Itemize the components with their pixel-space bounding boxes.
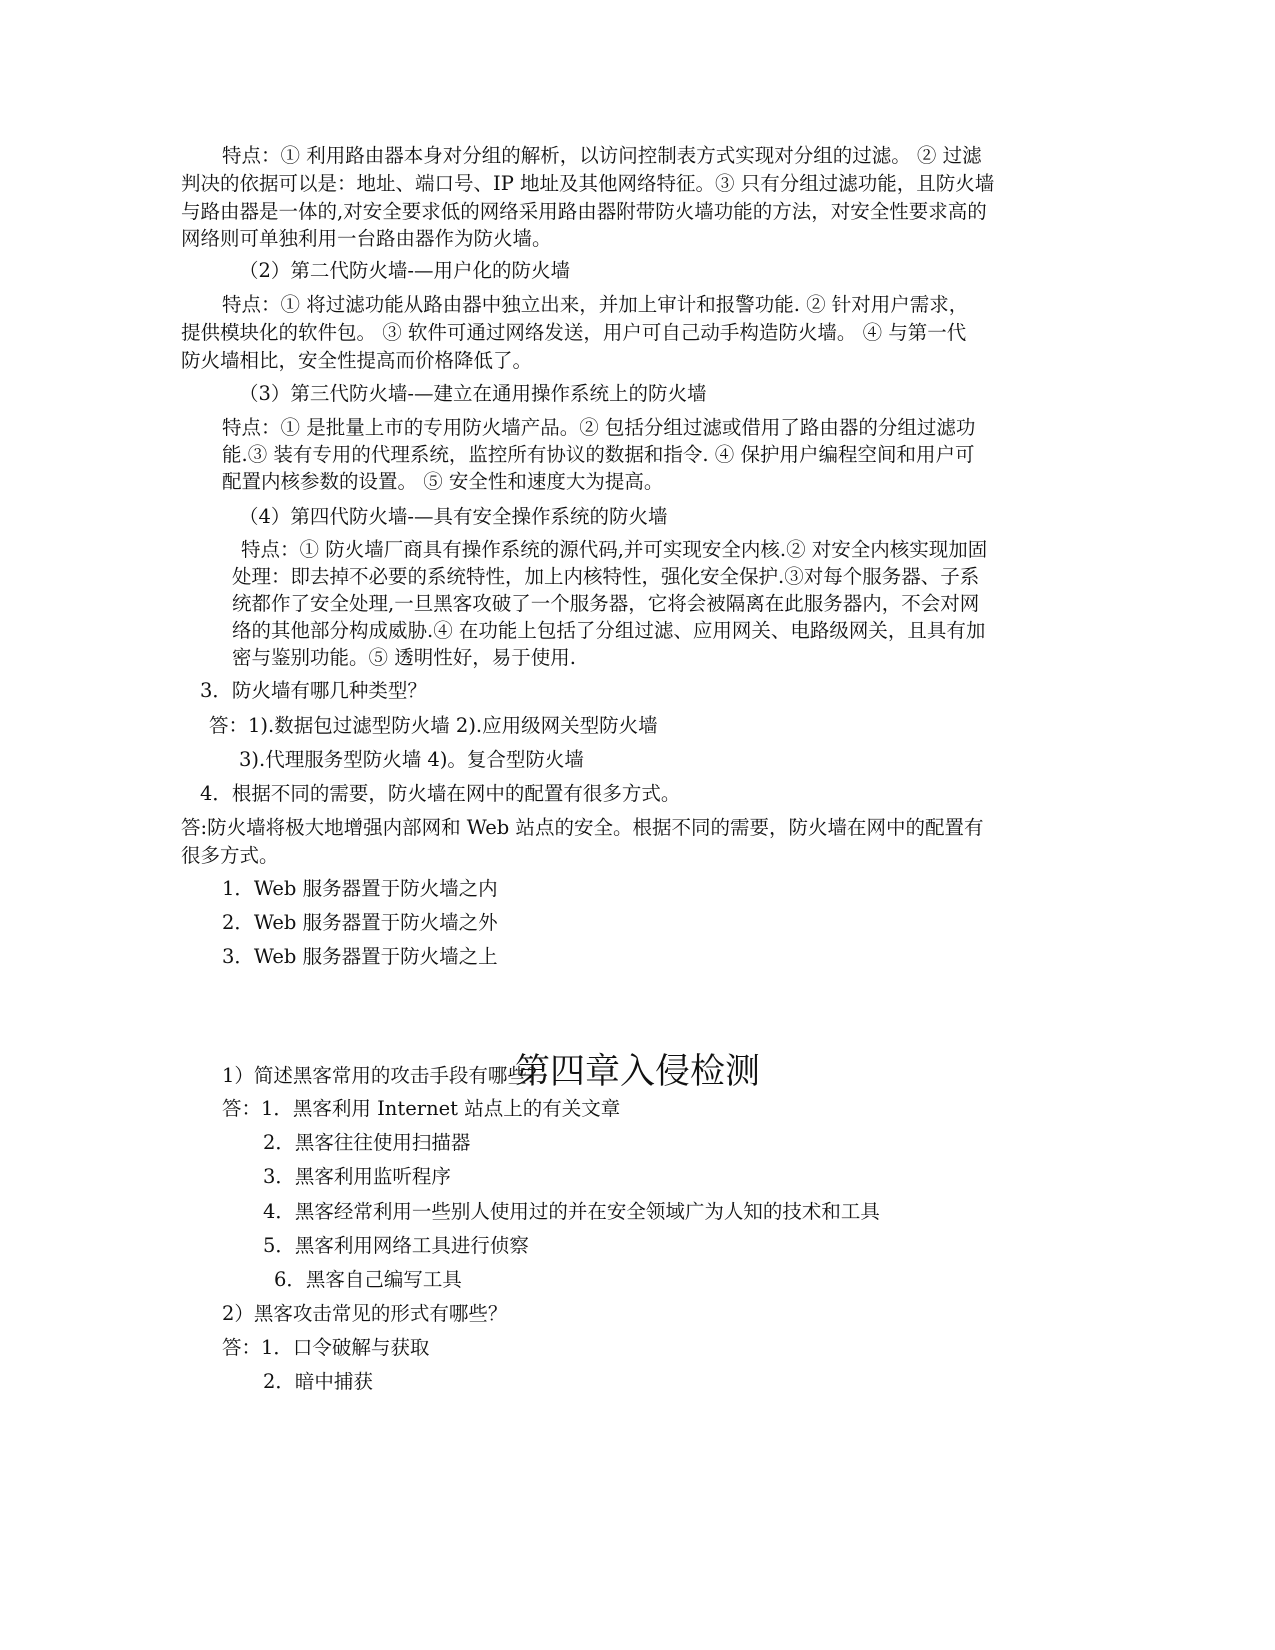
gen2-features-line-1: 特点：① 将过滤功能从路由器中独立出来，并加上审计和报警功能. ② 针对用户需求，	[222, 293, 969, 316]
gen4-heading: （4）第四代防火墙-—具有安全操作系统的防火墙	[239, 505, 668, 528]
q4-item-1: 1．Web 服务器置于防火墙之内	[222, 877, 498, 900]
ch4-q2-question: 2）黑客攻击常见的形式有哪些？	[222, 1302, 508, 1325]
q3-question: 3．防火墙有哪几种类型？	[200, 679, 427, 702]
gen4-features-line-2: 处理：即去掉不必要的系统特性，加上内核特性，强化安全保护.③对每个服务器、子系	[232, 565, 980, 588]
ch4-q1-answer-4: 4．黑客经常利用一些别人使用过的并在安全领域广为人知的技术和工具	[263, 1200, 880, 1223]
gen3-features-line-2: 能.③ 装有专用的代理系统，监控所有协议的数据和指令. ④ 保护用户编程空间和用户可	[222, 443, 975, 466]
q4-answer-line-1: 答:防火墙将极大地增强内部网和 Web 站点的安全。根据不同的需要，防火墙在网中的配置有	[181, 816, 984, 839]
ch4-q1-answer-1: 答：1．黑客利用 Internet 站点上的有关文章	[222, 1097, 621, 1120]
gen3-heading: （3）第三代防火墙-—建立在通用操作系统上的防火墙	[239, 382, 707, 405]
q4-item-3: 3．Web 服务器置于防火墙之上	[222, 945, 498, 968]
gen3-features-line-3: 配置内核参数的设置。 ⑤ 安全性和速度大为提高。	[222, 470, 664, 493]
ch4-q1-answer-2: 2．黑客往往使用扫描器	[263, 1131, 471, 1154]
gen4-features-line-5: 密与鉴别功能。⑤ 透明性好，易于使用.	[232, 646, 576, 669]
q4-question: 4．根据不同的需要，防火墙在网中的配置有很多方式。	[200, 782, 681, 805]
gen2-features-line-3: 防火墙相比，安全性提高而价格降低了。	[181, 349, 533, 372]
gen1-features-line-4: 网络则可单独利用一台路由器作为防火墙。	[181, 227, 552, 250]
q4-answer-line-2: 很多方式。	[181, 844, 279, 867]
q4-item-2: 2．Web 服务器置于防火墙之外	[222, 911, 498, 934]
ch4-q2-answer-1: 答：1．口令破解与获取	[222, 1336, 430, 1359]
q3-answer-line-2: 3).代理服务型防火墙 4)。复合型防火墙	[239, 748, 584, 771]
chapter-title: 第四章入侵检测	[514, 1052, 760, 1092]
gen4-features-line-1: 特点：① 防火墙厂商具有操作系统的源代码,并可实现安全内核.② 对安全内核实现加固	[241, 538, 988, 561]
gen1-features-line-3: 与路由器是一体的,对安全要求低的网络采用路由器附带防火墙功能的方法，对安全性要求高的	[181, 200, 987, 223]
ch4-q2-answer-2: 2．暗中捕获	[263, 1370, 373, 1393]
gen4-features-line-3: 统都作了安全处理,一旦黑客攻破了一个服务器，它将会被隔离在此服务器内，不会对网	[232, 592, 980, 615]
gen2-features-line-2: 提供模块化的软件包。 ③ 软件可通过网络发送，用户可自己动手构造防火墙。 ④ 与第一代	[181, 321, 967, 344]
ch4-q1-answer-3: 3．黑客利用监听程序	[263, 1165, 451, 1188]
q3-answer-line-1: 答：1).数据包过滤型防火墙 2).应用级网关型防火墙	[209, 714, 658, 737]
gen1-features-line-2: 判决的依据可以是：地址、端口号、IP 地址及其他网络特征。③ 只有分组过滤功能，且防火墙	[181, 172, 995, 195]
gen4-features-line-4: 络的其他部分构成威胁.④ 在功能上包括了分组过滤、应用网关、电路级网关，且具有加	[232, 619, 986, 642]
gen2-heading: （2）第二代防火墙-—用户化的防火墙	[239, 259, 570, 282]
gen3-features-line-1: 特点：① 是批量上市的专用防火墙产品。② 包括分组过滤或借用了路由器的分组过滤功	[222, 416, 976, 439]
ch4-q1-answer-5: 5．黑客利用网络工具进行侦察	[263, 1234, 529, 1257]
ch4-q1-answer-6: 6．黑客自己编写工具	[274, 1268, 462, 1291]
ch4-q1-question: 1）简述黑客常用的攻击手段有哪些？	[222, 1064, 547, 1087]
gen1-features-line-1: 特点：① 利用路由器本身对分组的解析，以访问控制表方式实现对分组的过滤。 ② 过滤	[222, 144, 982, 167]
